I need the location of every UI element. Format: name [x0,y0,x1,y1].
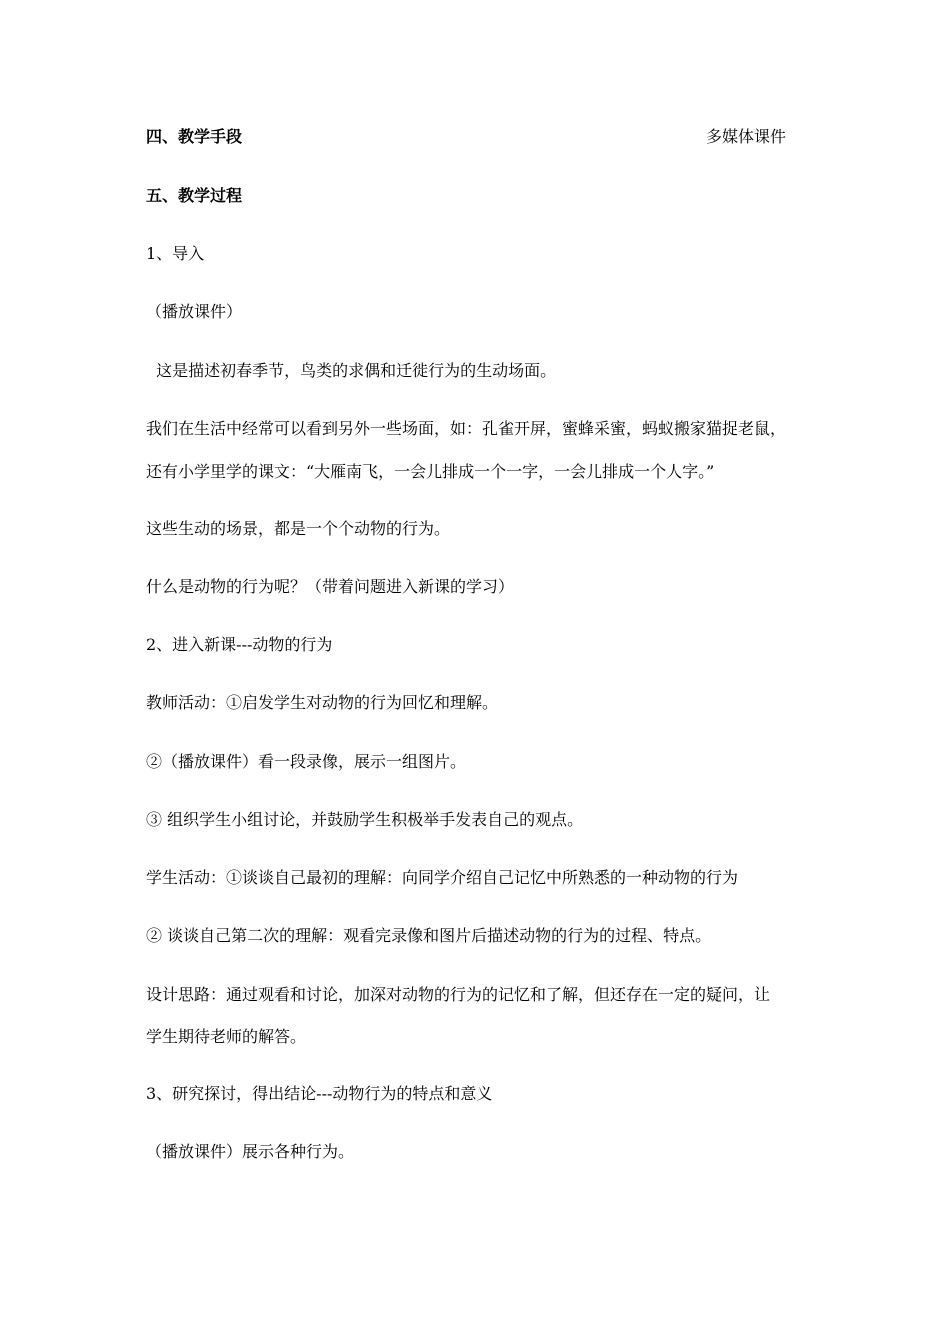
new-lesson-title: 2、进入新课---动物的行为 [146,635,333,654]
intro-title: 1、导入 [146,244,205,263]
play-courseware-1: （播放课件） [146,302,243,321]
teacher-activity-2: ②（播放课件）看一段录像，展示一组图片。 [146,752,467,771]
design-idea-line-2: 学生期待老师的解答。 [146,1027,307,1046]
research-title: 3、研究探讨，得出结论---动物行为的特点和意义 [146,1084,493,1103]
section-4-value: 多媒体课件 [706,127,787,146]
student-activity-2: ② 谈谈自己第二次的理解：观看完录像和图片后描述动物的行为的过程、特点。 [146,926,712,945]
paragraph-2: 这些生动的场景，都是一个个动物的行为。 [146,519,451,538]
design-idea-line-1: 设计思路：通过观看和讨论，加深对动物的行为的记忆和了解，但还存在一定的疑问，让 [146,985,771,1004]
section-5-heading: 五、教学过程 [146,186,243,205]
scene-description: 这是描述初春季节，鸟类的求偶和迁徙行为的生动场面。 [146,361,557,380]
question: 什么是动物的行为呢？（带着问题进入新课的学习） [146,577,515,596]
paragraph-1-line-2: 还有小学里学的课文：“大雁南飞，一会儿排成一个一字，一会儿排成一个人字。” [146,462,715,481]
teacher-activity-3: ③ 组织学生小组讨论，并鼓励学生积极举手发表自己的观点。 [146,810,584,829]
teacher-activity-1: 教师活动：①启发学生对动物的行为回忆和理解。 [146,693,499,712]
section-4-heading: 四、教学手段 [146,127,243,146]
student-activity-1: 学生活动：①谈谈自己最初的理解：向同学介绍自己记忆中所熟悉的一种动物的行为 [146,868,739,887]
play-courseware-2: （播放课件）展示各种行为。 [146,1142,355,1161]
paragraph-1-line-1: 我们在生活中经常可以看到另外一些场面，如：孔雀开屏，蜜蜂采蜜，蚂蚁搬家猫捉老鼠， [146,419,787,438]
